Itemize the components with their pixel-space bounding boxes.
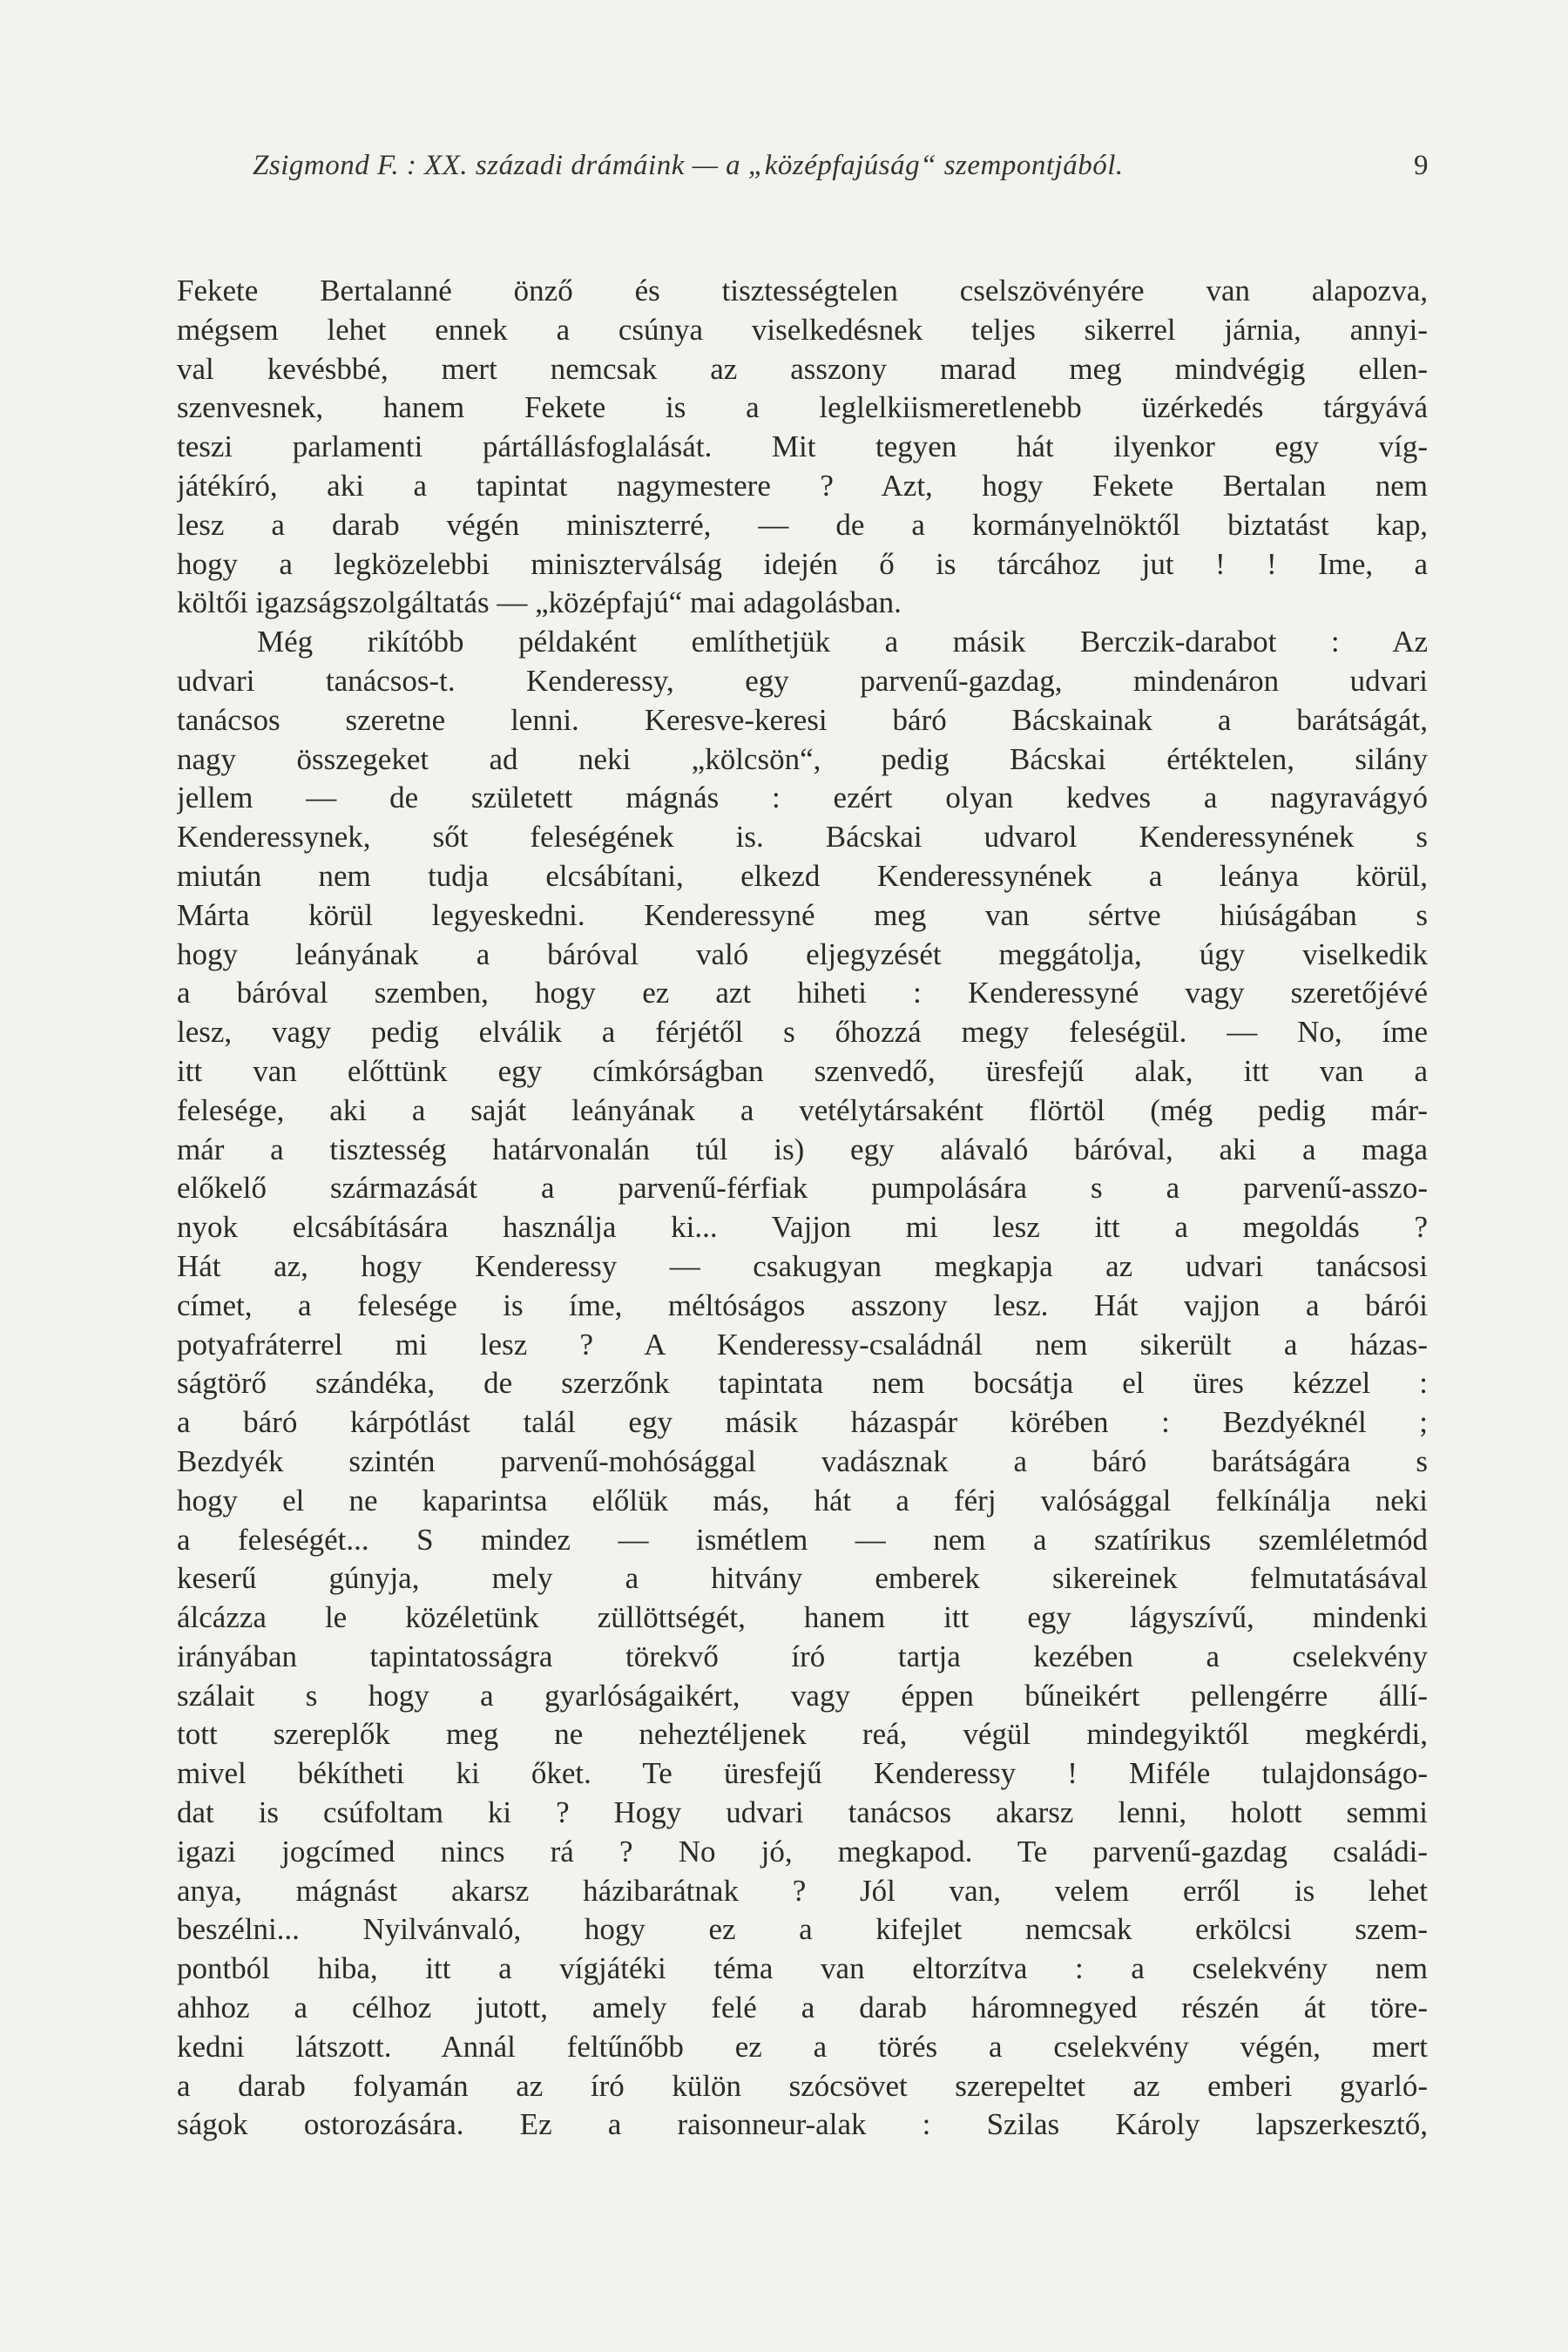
text-line: álcázza le közéletünk züllöttségét, hanem itt egy lágyszívű, mindenki — [177, 1600, 1428, 1635]
text-line: irányában tapintatosságra törekvő író tartja kezében a cselekvény — [177, 1639, 1428, 1673]
text-line: hogy leányának a báróval való eljegyzését meggátolja, úgy viselkedik — [177, 936, 1428, 971]
text-line: a báró kárpótlást talál egy másik házaspár körében : Bezdyéknél ; — [177, 1405, 1428, 1440]
text-line: költői igazságszolgáltatás — „középfajú“ mai adagolásban. — [177, 585, 902, 620]
text-line: potyafráterrel mi lesz ? A Kenderessy-családnál nem sikerült a házas- — [177, 1327, 1428, 1362]
text-line: mégsem lehet ennek a csúnya viselkedésnek teljes sikerrel járnia, annyi- — [177, 312, 1428, 347]
text-line: lesz a darab végén miniszterré, — de a kormányelnöktől biztatást kap, — [177, 507, 1428, 542]
text-line: tanácsos szeretne lenni. Keresve-keresi báró Bácskainak a barátságát, — [177, 702, 1428, 737]
text-line: igazi jogcímed nincs rá ? No jó, megkapod. Te parvenű-gazdag családi- — [177, 1834, 1428, 1869]
text-line: Fekete Bertalanné önző és tisztességtelen cselszövényére van alapozva, — [177, 274, 1428, 308]
text-line: teszi parlamenti pártállásfoglalását. Mit tegyen hát ilyenkor egy víg- — [177, 429, 1428, 464]
running-title: Zsigmond F. : XX. századi drámáink — a „középfajúság“ szempontjából. — [253, 150, 1124, 181]
text-line: nyok elcsábítására használja ki... Vajjon mi lesz itt a megoldás ? — [177, 1210, 1428, 1245]
text-line: jellem — de született mágnás : ezért olyan kedves a nagyravágyó — [177, 781, 1428, 815]
text-line: Márta körül legyeskedni. Kenderessyné meg van sértve hiúságában s — [177, 897, 1428, 932]
text-line: előkelő származását a parvenű-férfiak pumpolására s a parvenű-asszo- — [177, 1171, 1428, 1206]
text-line: pontból hiba, itt a vígjátéki téma van eltorzítva : a cselekvény nem — [177, 1951, 1428, 1986]
text-line: hogy el ne kaparintsa előlük más, hát a férj valósággal felkínálja neki — [177, 1483, 1428, 1517]
text-line: val kevésbbé, mert nemcsak az asszony marad meg mindvégig ellen- — [177, 351, 1428, 386]
text-line: játékíró, aki a tapintat nagymestere ? Azt, hogy Fekete Bertalan nem — [177, 468, 1428, 503]
text-line: ságok ostorozására. Ez a raisonneur-alak : Szilas Károly lapszerkesztő, — [177, 2107, 1428, 2142]
text-line: a báróval szemben, hogy ez azt hiheti : Kenderessyné vagy szeretőjévé — [177, 976, 1428, 1010]
body-text — [177, 272, 1428, 2145]
text-line: kedni látszott. Annál feltűnőbb ez a törés a cselekvény végén, mert — [177, 2029, 1428, 2064]
text-line: keserű gúnyja, mely a hitvány emberek sikereinek felmutatásával — [177, 1561, 1428, 1596]
text-line: itt van előttünk egy címkórságban szenvedő, üresfejű alak, itt van a — [177, 1053, 1428, 1088]
text-line: ahhoz a célhoz jutott, amely felé a darab háromnegyed részén át töre- — [177, 1990, 1428, 2025]
text-line: miután nem tudja elcsábítani, elkezd Kenderessynének a leánya körül, — [177, 858, 1428, 893]
text-line: udvari tanácsos-t. Kenderessy, egy parvenű-gazdag, mindenáron udvari — [177, 663, 1428, 698]
text-line: címet, a felesége is íme, méltóságos asszony lesz. Hát vajjon a bárói — [177, 1288, 1428, 1322]
text-line: nagy összegeket ad neki „kölcsön“, pedig Bácskai értéktelen, silány — [177, 741, 1428, 776]
text-line: már a tisztesség határvonalán túl is) egy alávaló báróval, aki a maga — [177, 1132, 1428, 1166]
text-line: beszélni... Nyilvánvaló, hogy ez a kifejlet nemcsak erkölcsi szem- — [177, 1912, 1428, 1947]
running-head — [253, 150, 1429, 193]
text-line: lesz, vagy pedig elválik a férjétől s őhozzá megy feleségül. — No, íme — [177, 1015, 1428, 1050]
text-line: tott szereplők meg ne neheztéljenek reá, végül mindegyiktől megkérdi, — [177, 1717, 1428, 1752]
text-line: szenvesnek, hanem Fekete is a leglelkiismeretlenebb üzérkedés tárgyává — [177, 390, 1428, 425]
text-line: szálait s hogy a gyarlóságaikért, vagy éppen bűneikért pellengérre állí- — [177, 1678, 1428, 1713]
text-line: hogy a legközelebbi miniszterválság idején ő is tárcához jut ! ! Ime, a — [177, 546, 1428, 581]
text-line: Kenderessynek, sőt feleségének is. Bácskai udvarol Kenderessynének s — [177, 820, 1428, 855]
text-line: Még rikítóbb példaként említhetjük a másik Berczik-darabot : Az — [257, 625, 1428, 659]
text-line: anya, mágnást akarsz házibarátnak ? Jól van, velem erről is lehet — [177, 1873, 1428, 1908]
text-line: a darab folyamán az író külön szócsövet szerepeltet az emberi gyarló- — [177, 2068, 1428, 2103]
page-number: 9 — [1414, 150, 1429, 181]
text-line: dat is csúfoltam ki ? Hogy udvari tanácsos akarsz lenni, holott semmi — [177, 1795, 1428, 1830]
text-line: felesége, aki a saját leányának a vetélytársaként flörtöl (még pedig már- — [177, 1092, 1428, 1127]
text-line: Hát az, hogy Kenderessy — csakugyan megkapja az udvari tanácsosi — [177, 1248, 1428, 1283]
text-line: a feleségét... S mindez — ismétlem — nem a szatírikus szemléletmód — [177, 1522, 1428, 1557]
text-line: ságtörő szándéka, de szerzőnk tapintata nem bocsátja el üres kézzel : — [177, 1366, 1428, 1401]
text-line: Bezdyék szintén parvenű-mohósággal vadásznak a báró barátságára s — [177, 1443, 1428, 1478]
text-line: mivel békítheti ki őket. Te üresfejű Kenderessy ! Miféle tulajdonságo- — [177, 1756, 1428, 1791]
